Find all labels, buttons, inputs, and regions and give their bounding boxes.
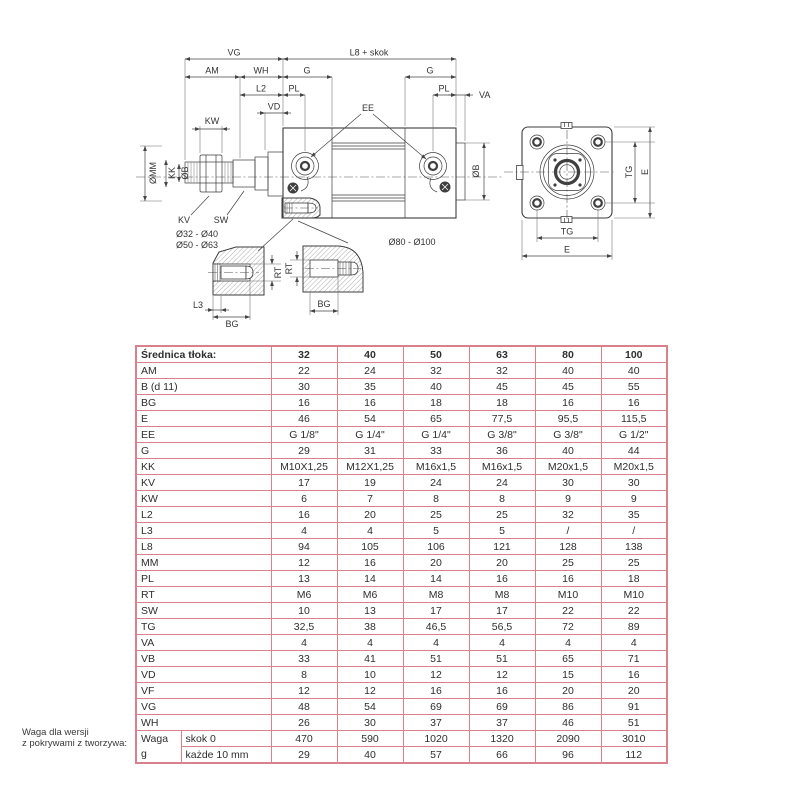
dim-label-bg-large: BG bbox=[317, 299, 331, 309]
row-label: B (d 11) bbox=[136, 379, 271, 395]
table-row bbox=[136, 683, 667, 699]
weight-note-line1: Waga dla wersji bbox=[22, 727, 89, 738]
table-cell: 20 bbox=[601, 683, 667, 699]
header-piston-diameter: Średnica tłoka: bbox=[136, 346, 271, 363]
dim-label-b-rear: ØB bbox=[471, 164, 481, 178]
row-label: EE bbox=[136, 427, 271, 443]
table-cell: 94 bbox=[271, 539, 337, 555]
row-label: L8 bbox=[136, 539, 271, 555]
table-cell: 40 bbox=[403, 379, 469, 395]
table-cell: G 3/8" bbox=[535, 427, 601, 443]
table-cell: 25 bbox=[535, 555, 601, 571]
row-label: VG bbox=[136, 699, 271, 715]
table-cell: 6 bbox=[271, 491, 337, 507]
table-cell: 115,5 bbox=[601, 411, 667, 427]
table-cell: G 1/4" bbox=[337, 427, 403, 443]
table-row bbox=[136, 427, 667, 443]
table-cell: 12 bbox=[469, 667, 535, 683]
side-view bbox=[136, 128, 502, 218]
table-cell: 105 bbox=[337, 539, 403, 555]
table-row bbox=[136, 731, 667, 747]
table-cell: 18 bbox=[469, 395, 535, 411]
table-cell: 12 bbox=[337, 683, 403, 699]
range-label-large: Ø80 - Ø100 bbox=[388, 237, 436, 247]
table-cell: 35 bbox=[337, 379, 403, 395]
table-cell: 51 bbox=[403, 651, 469, 667]
top-tab bbox=[561, 123, 572, 129]
table-cell: 44 bbox=[601, 443, 667, 459]
dim-label-b-front: ØB bbox=[180, 166, 190, 180]
table-cell: 128 bbox=[535, 539, 601, 555]
row-label: VA bbox=[136, 635, 271, 651]
header-col-100: 100 bbox=[601, 346, 667, 363]
weight-unit-symbol: g bbox=[141, 747, 147, 760]
table-cell: M8 bbox=[403, 587, 469, 603]
table-cell: 20 bbox=[535, 683, 601, 699]
table-cell: 30 bbox=[337, 715, 403, 731]
table-cell: 16 bbox=[469, 683, 535, 699]
row-label: AM bbox=[136, 363, 271, 379]
table-cell: 24 bbox=[403, 475, 469, 491]
weight-group-label bbox=[136, 731, 181, 764]
table-cell: 77,5 bbox=[469, 411, 535, 427]
front-view bbox=[504, 123, 655, 261]
table-cell: 7 bbox=[337, 491, 403, 507]
weight-note bbox=[22, 727, 127, 749]
row-label: VB bbox=[136, 651, 271, 667]
dim-label-am: AM bbox=[205, 65, 219, 76]
table-cell: M8 bbox=[469, 587, 535, 603]
table-cell: 38 bbox=[337, 619, 403, 635]
table-cell: 1320 bbox=[469, 731, 535, 747]
table-cell: 5 bbox=[403, 523, 469, 539]
table-cell: 12 bbox=[403, 667, 469, 683]
table-cell: 72 bbox=[535, 619, 601, 635]
table-cell: 121 bbox=[469, 539, 535, 555]
table-cell: 32 bbox=[403, 363, 469, 379]
row-label: L3 bbox=[136, 523, 271, 539]
table-cell: 10 bbox=[337, 667, 403, 683]
dim-label-mm: ØMM bbox=[148, 162, 158, 184]
table-cell: 8 bbox=[469, 491, 535, 507]
table-cell: 17 bbox=[469, 603, 535, 619]
range-label-small-1: Ø32 - Ø40 bbox=[176, 229, 219, 239]
table-cell: 16 bbox=[601, 395, 667, 411]
header-col-32: 32 bbox=[271, 346, 337, 363]
table-cell: 37 bbox=[403, 715, 469, 731]
table-cell: 91 bbox=[601, 699, 667, 715]
table-cell: 16 bbox=[403, 683, 469, 699]
row-label: KW bbox=[136, 491, 271, 507]
side-view-dimensions bbox=[140, 48, 490, 226]
table-cell: 8 bbox=[271, 667, 337, 683]
dim-label-e-side: E bbox=[640, 168, 650, 176]
table-cell: 4 bbox=[337, 523, 403, 539]
table-cell: 4 bbox=[469, 635, 535, 651]
table-row bbox=[136, 411, 667, 427]
table-cell: 4 bbox=[271, 523, 337, 539]
table-cell: 9 bbox=[535, 491, 601, 507]
table-cell: 95,5 bbox=[535, 411, 601, 427]
table-cell: 2090 bbox=[535, 731, 601, 747]
table-cell: M10X1,25 bbox=[271, 459, 337, 475]
table-cell: 20 bbox=[403, 555, 469, 571]
table-cell: 40 bbox=[601, 363, 667, 379]
table-cell: M20x1,5 bbox=[535, 459, 601, 475]
dim-label-ee: EE bbox=[361, 103, 375, 113]
table-row bbox=[136, 363, 667, 379]
table-cell: 8 bbox=[403, 491, 469, 507]
table-cell: 106 bbox=[403, 539, 469, 555]
table-cell: 13 bbox=[271, 571, 337, 587]
table-cell: 89 bbox=[601, 619, 667, 635]
dim-label-bg-small: BG bbox=[225, 319, 239, 329]
table-cell: G 1/4" bbox=[403, 427, 469, 443]
table-cell: 45 bbox=[535, 379, 601, 395]
table-cell: M16x1,5 bbox=[469, 459, 535, 475]
table-row bbox=[136, 539, 667, 555]
table-cell: 16 bbox=[271, 507, 337, 523]
table-cell: 51 bbox=[601, 715, 667, 731]
dim-label-rt-small: RT bbox=[273, 266, 283, 279]
table-cell: 24 bbox=[337, 363, 403, 379]
table-cell: 24 bbox=[469, 475, 535, 491]
table-cell: 29 bbox=[271, 747, 337, 764]
table-cell: 18 bbox=[601, 571, 667, 587]
table-row bbox=[136, 507, 667, 523]
table-cell: 37 bbox=[469, 715, 535, 731]
dim-label-l2: L2 bbox=[255, 83, 267, 94]
table-cell: 16 bbox=[601, 667, 667, 683]
table-cell: 45 bbox=[469, 379, 535, 395]
table-cell: 16 bbox=[337, 395, 403, 411]
header-col-80: 80 bbox=[535, 346, 601, 363]
table-cell: M6 bbox=[271, 587, 337, 603]
side-notch bbox=[517, 166, 524, 180]
table-row bbox=[136, 555, 667, 571]
table-cell: 22 bbox=[271, 363, 337, 379]
table-cell: 25 bbox=[403, 507, 469, 523]
table-cell: 3010 bbox=[601, 731, 667, 747]
table-cell: 4 bbox=[337, 635, 403, 651]
table-cell: 71 bbox=[601, 651, 667, 667]
table-cell: M16x1,5 bbox=[403, 459, 469, 475]
table-cell: 4 bbox=[403, 635, 469, 651]
table-row bbox=[136, 715, 667, 731]
table-cell: 29 bbox=[271, 443, 337, 459]
table-row bbox=[136, 619, 667, 635]
table-cell: 26 bbox=[271, 715, 337, 731]
table-cell: 69 bbox=[403, 699, 469, 715]
dim-label-l3: L3 bbox=[192, 300, 203, 310]
table-cell: 46 bbox=[271, 411, 337, 427]
table-cell: M12X1,25 bbox=[337, 459, 403, 475]
table-cell: / bbox=[601, 523, 667, 539]
table-cell: M20x1,5 bbox=[601, 459, 667, 475]
table-cell: 1020 bbox=[403, 731, 469, 747]
table-cell: 30 bbox=[271, 379, 337, 395]
table-cell: 4 bbox=[271, 635, 337, 651]
table-cell: 40 bbox=[535, 443, 601, 459]
dim-label-kw: KW bbox=[204, 116, 220, 126]
table-cell: 22 bbox=[535, 603, 601, 619]
table-cell: 17 bbox=[271, 475, 337, 491]
table-cell: 20 bbox=[469, 555, 535, 571]
dim-label-kk: KK bbox=[167, 166, 177, 180]
row-label: E bbox=[136, 411, 271, 427]
table-cell: 30 bbox=[535, 475, 601, 491]
table-cell: 33 bbox=[403, 443, 469, 459]
header-col-50: 50 bbox=[403, 346, 469, 363]
table-cell: 66 bbox=[469, 747, 535, 764]
table-cell: G 3/8" bbox=[469, 427, 535, 443]
technical-drawing bbox=[0, 0, 800, 340]
dim-label-g-rear: G bbox=[426, 65, 434, 76]
rear-boss bbox=[456, 143, 465, 200]
table-cell: 30 bbox=[601, 475, 667, 491]
table-cell: 57 bbox=[403, 747, 469, 764]
table-cell: 4 bbox=[535, 635, 601, 651]
table-cell: 19 bbox=[337, 475, 403, 491]
dim-label-wh: WH bbox=[253, 65, 269, 76]
table-cell: 470 bbox=[271, 731, 337, 747]
row-label: KK bbox=[136, 459, 271, 475]
piston-rod bbox=[185, 152, 283, 196]
table-row bbox=[136, 443, 667, 459]
table-cell: 31 bbox=[337, 443, 403, 459]
table-cell: 46 bbox=[535, 715, 601, 731]
table-cell: 20 bbox=[337, 507, 403, 523]
row-label: każde 10 mm bbox=[181, 747, 271, 764]
table-cell: 10 bbox=[271, 603, 337, 619]
table-cell: 16 bbox=[535, 571, 601, 587]
table-cell: 51 bbox=[469, 651, 535, 667]
table-cell: 32 bbox=[469, 363, 535, 379]
row-label: KV bbox=[136, 475, 271, 491]
row-label: VF bbox=[136, 683, 271, 699]
table-cell: 65 bbox=[403, 411, 469, 427]
table-cell: 17 bbox=[403, 603, 469, 619]
table-cell: 55 bbox=[601, 379, 667, 395]
row-label: RT bbox=[136, 587, 271, 603]
table-row bbox=[136, 603, 667, 619]
dim-label-tg-side: TG bbox=[624, 165, 634, 179]
table-cell: 22 bbox=[601, 603, 667, 619]
table-cell: M10 bbox=[535, 587, 601, 603]
table-row bbox=[136, 491, 667, 507]
dim-label-rt-large: RT bbox=[284, 262, 294, 275]
header-col-40: 40 bbox=[337, 346, 403, 363]
row-label: MM bbox=[136, 555, 271, 571]
table-cell: 54 bbox=[337, 411, 403, 427]
table-cell: G 1/2" bbox=[601, 427, 667, 443]
detail-view-small bbox=[193, 247, 283, 329]
table-cell: 18 bbox=[403, 395, 469, 411]
table-row bbox=[136, 747, 667, 764]
dim-label-tg-bottom: TG bbox=[560, 226, 574, 237]
table-cell: 12 bbox=[271, 683, 337, 699]
table-cell: 4 bbox=[601, 635, 667, 651]
table-cell: 25 bbox=[601, 555, 667, 571]
table-cell: 36 bbox=[469, 443, 535, 459]
dim-label-va: VA bbox=[479, 90, 491, 100]
table-cell: 56,5 bbox=[469, 619, 535, 635]
row-label: PL bbox=[136, 571, 271, 587]
dimensions-table bbox=[135, 345, 668, 764]
table-cell: 48 bbox=[271, 699, 337, 715]
table-cell: 138 bbox=[601, 539, 667, 555]
table-header-row bbox=[136, 346, 667, 363]
table-cell: 16 bbox=[337, 555, 403, 571]
range-label-small-2: Ø50 - Ø63 bbox=[176, 240, 219, 250]
row-label: L2 bbox=[136, 507, 271, 523]
table-cell: 65 bbox=[535, 651, 601, 667]
table-cell: M10 bbox=[601, 587, 667, 603]
tie-rod-section bbox=[282, 198, 320, 218]
table-cell: 13 bbox=[337, 603, 403, 619]
table-cell: 40 bbox=[535, 363, 601, 379]
table-cell: 41 bbox=[337, 651, 403, 667]
dim-label-pl-rear: PL bbox=[438, 83, 450, 94]
table-cell: 33 bbox=[271, 651, 337, 667]
table-row bbox=[136, 667, 667, 683]
table-cell: 25 bbox=[469, 507, 535, 523]
table-cell: G 1/8" bbox=[271, 427, 337, 443]
row-label: skok 0 bbox=[181, 731, 271, 747]
rod-nut bbox=[200, 155, 222, 192]
table-cell: 96 bbox=[535, 747, 601, 764]
table-row bbox=[136, 523, 667, 539]
row-label: G bbox=[136, 443, 271, 459]
table-cell: 16 bbox=[271, 395, 337, 411]
table-row bbox=[136, 571, 667, 587]
table-row bbox=[136, 699, 667, 715]
bottom-tab bbox=[561, 217, 572, 223]
table-cell: 40 bbox=[337, 747, 403, 764]
table-cell: M6 bbox=[337, 587, 403, 603]
row-label: BG bbox=[136, 395, 271, 411]
table-cell: 46,5 bbox=[403, 619, 469, 635]
row-label: SW bbox=[136, 603, 271, 619]
table-row bbox=[136, 475, 667, 491]
table-cell: 32,5 bbox=[271, 619, 337, 635]
dim-label-kv: KV bbox=[177, 215, 191, 225]
table-row bbox=[136, 587, 667, 603]
dim-label-pl-front: PL bbox=[288, 83, 300, 94]
dim-label-vg: VG bbox=[227, 47, 241, 58]
table-cell: / bbox=[535, 523, 601, 539]
table-cell: 16 bbox=[469, 571, 535, 587]
table-row bbox=[136, 635, 667, 651]
table-row bbox=[136, 379, 667, 395]
table-row bbox=[136, 395, 667, 411]
table-cell: 86 bbox=[535, 699, 601, 715]
dim-label-g-front: G bbox=[303, 65, 311, 76]
table-cell: 15 bbox=[535, 667, 601, 683]
table-row bbox=[136, 459, 667, 475]
table-cell: 69 bbox=[469, 699, 535, 715]
table-cell: 12 bbox=[271, 555, 337, 571]
table-body bbox=[136, 363, 667, 764]
table-cell: 5 bbox=[469, 523, 535, 539]
table-cell: 112 bbox=[601, 747, 667, 764]
row-label: WH bbox=[136, 715, 271, 731]
dim-label-e-bottom: E bbox=[563, 244, 571, 255]
table-cell: 35 bbox=[601, 507, 667, 523]
row-label: TG bbox=[136, 619, 271, 635]
table-cell: 9 bbox=[601, 491, 667, 507]
dim-label-vd: VD bbox=[267, 101, 281, 112]
table-cell: 14 bbox=[403, 571, 469, 587]
table-cell: 16 bbox=[535, 395, 601, 411]
weight-unit-label: Waga bbox=[141, 732, 169, 745]
dim-label-l8: L8 + skok bbox=[349, 47, 389, 58]
table-cell: 54 bbox=[337, 699, 403, 715]
header-col-63: 63 bbox=[469, 346, 535, 363]
detail-view-large bbox=[284, 246, 363, 315]
table-cell: 32 bbox=[535, 507, 601, 523]
table-cell: 14 bbox=[337, 571, 403, 587]
table-cell: 590 bbox=[337, 731, 403, 747]
weight-note-line2: z pokrywami z tworzywa: bbox=[22, 738, 128, 749]
row-label: VD bbox=[136, 667, 271, 683]
dim-label-sw: SW bbox=[213, 215, 229, 225]
table-row bbox=[136, 651, 667, 667]
